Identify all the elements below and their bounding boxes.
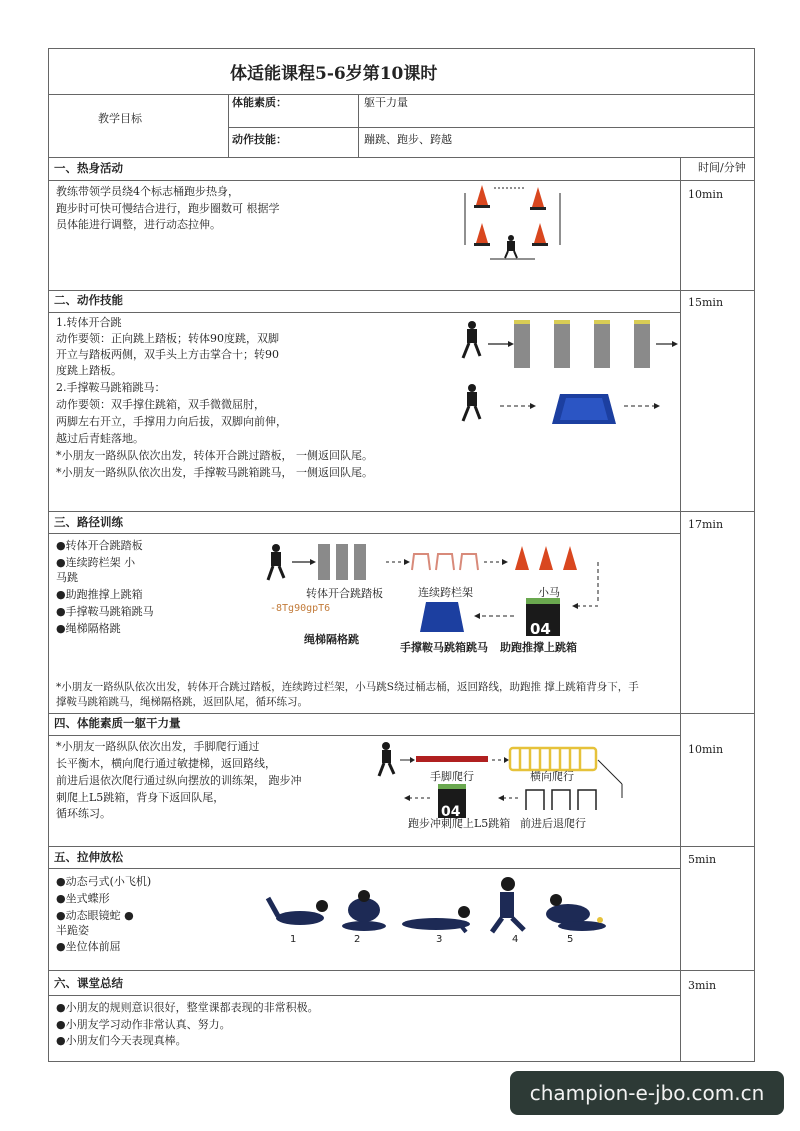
cone-icon (515, 546, 529, 570)
skill-value: 蹦跳、跑步、跨越 (364, 133, 452, 146)
skills-line: *小朋友一路纵队依次出发，手撑鞍马跳箱跳马， 一侧返回队尾。 (56, 466, 373, 479)
summary-time: 3min (688, 979, 717, 992)
fitness-label: 体能素质： (232, 96, 287, 109)
skills-heading: 二、动作技能 (54, 293, 123, 307)
vault-box-icon (552, 394, 616, 424)
skill-label: 动作技能： (232, 133, 287, 146)
box-number: 04 (530, 620, 551, 638)
path-caption: 连续跨栏架 (418, 586, 473, 599)
stretch-bullet: 半跪姿 (56, 924, 89, 937)
core-heading: 四、体能素质一躯干力量 (54, 716, 181, 730)
step-pad-icon (336, 544, 348, 580)
warmup-time: 10min (688, 188, 724, 201)
skills-line: 2.手撑鞍马跳箱跳马： (56, 381, 166, 394)
core-time: 10min (688, 743, 724, 756)
balance-beam-icon (416, 756, 488, 762)
site-watermark: champion-e-jbo.com.cn (510, 1071, 784, 1115)
runner-icon (505, 235, 517, 258)
stretch-bullet: ●动态眼镜蛇 ● (56, 909, 134, 922)
warmup-heading: 一、热身活动 (54, 161, 123, 175)
step-pad-icon (634, 320, 650, 368)
pose-number: 4 (512, 934, 519, 945)
step-pad-icon (354, 544, 366, 580)
runner-icon (379, 742, 394, 776)
runner-icon (463, 321, 480, 358)
cone-icon (539, 546, 553, 570)
stretch-pose-cobra-icon (402, 906, 470, 932)
skills-line: 动作要领：双手撑住跳箱，双手微微屈肘， (56, 398, 265, 411)
path-note: 撑鞍马跳箱跳马，绳梯隔格跳，返回队尾，循环练习。 (56, 696, 308, 708)
core-line: 长平衡木，横向爬行通过敏捷梯，返回路线， (56, 757, 276, 770)
runner-icon (268, 544, 284, 580)
path-bullet: ●绳梯隔格跳 (56, 622, 121, 635)
path-time: 17min (688, 518, 724, 531)
skills-line: 两脚左右开立，手撑用力向后拔，双脚向前伸， (56, 415, 287, 428)
pose-number: 1 (290, 934, 297, 945)
cone-icon (530, 187, 546, 210)
skills-line: 度跳上踏板。 (56, 364, 122, 377)
cone-icon (532, 223, 548, 246)
stretch-pose-butterfly-icon (342, 890, 386, 931)
summary-heading: 六、课堂总结 (54, 976, 123, 990)
step-pad-icon (554, 320, 570, 368)
core-diagram (376, 740, 636, 820)
warmup-line: 跑步时可快可慢结合进行，跑步圈数可 根据学 (56, 202, 280, 215)
agility-ladder-icon (510, 748, 596, 770)
summary-bullet: ●小朋友们今天表现真棒。 (56, 1034, 187, 1047)
skills-line: 动作要领：正向跳上踏板；转体90度跳，双脚 (56, 332, 279, 345)
skills-line: 1.转体开合跳 (56, 316, 122, 329)
path-bullet: ●连续跨栏架 小 (56, 556, 136, 569)
vault-box-icon (420, 602, 464, 632)
stretch-poses (260, 874, 610, 950)
path-bullet: ●手撑鞍马跳箱跳马 (56, 605, 154, 618)
skills-line: *小朋友一路纵队依次出发，转体开合跳过踏板， 一侧返回队尾。 (56, 449, 373, 462)
stretch-time: 5min (688, 853, 717, 866)
stretch-bullet: ●坐位体前屈 (56, 940, 121, 953)
pose-number: 3 (436, 934, 443, 945)
goal-label: 教学目标 (98, 112, 142, 125)
summary-bullet: ●小朋友学习动作非常认真、努力。 (56, 1018, 231, 1031)
cone-icon (474, 223, 490, 246)
skills-time: 15min (688, 296, 724, 309)
fitness-value: 躯干力量 (364, 96, 408, 109)
core-caption: 前进后退爬行 (520, 817, 586, 830)
runner-icon (463, 384, 480, 421)
stretch-bullet: ●动态弓式(小飞机) (56, 875, 152, 888)
step-pad-icon (594, 320, 610, 368)
stretch-heading: 五、拉伸放松 (54, 850, 123, 864)
path-caption: 手撑鞍马跳箱跳马 (400, 641, 488, 654)
path-caption: -8Tg90gpT6 (270, 603, 331, 614)
cone-icon (563, 546, 577, 570)
path-heading: 三、路径训练 (54, 515, 123, 529)
pose-number: 5 (567, 934, 574, 945)
crawl-frame-icon (526, 790, 596, 810)
box-number: 04 (441, 804, 461, 820)
path-caption: 小马 (538, 586, 560, 599)
path-bullet: 马跳 (56, 571, 78, 584)
core-line: 循环练习。 (56, 807, 111, 820)
path-caption: 助跑推撑上跳箱 (500, 641, 577, 654)
path-bullet: ●转体开合跳踏板 (56, 539, 143, 552)
core-caption: 横向爬行 (530, 770, 574, 783)
warmup-cone-diagram (460, 183, 580, 273)
core-caption: 跑步冲刺爬上L5跳箱 (408, 817, 511, 830)
pose-number: 2 (354, 934, 361, 945)
skills-line: 越过后青蛙落地。 (56, 432, 144, 445)
step-pad-icon (514, 320, 530, 368)
step-pad-icon (318, 544, 330, 580)
stretch-pose-bow-icon (268, 898, 328, 925)
stretch-pose-kneel-icon (492, 877, 524, 932)
summary-bullet: ●小朋友的规则意识很好，整堂课都表现的非常积极。 (56, 1001, 319, 1014)
core-line: 前进后退依次爬行通过纵向摆放的训练架， 跑步冲 (56, 774, 302, 787)
core-line: 刺爬上L5跳箱，背身下返回队尾， (56, 791, 225, 804)
skills-line: 开立与踏板两侧，双手头上方击掌合十；转90 (56, 348, 279, 361)
skills-diagram (458, 318, 680, 430)
stretch-bullet: ●坐式蝶形 (56, 892, 110, 905)
path-caption: 绳梯隔格跳 (304, 633, 359, 646)
stretch-pose-reach-icon (546, 894, 606, 931)
time-header: 时间/分钟 (698, 161, 746, 174)
core-caption: 手脚爬行 (430, 770, 474, 783)
cone-icon (474, 185, 490, 208)
hurdle-icon (412, 554, 478, 570)
warmup-line: 教练带领学员绕4个标志桶跑步热身， (56, 185, 239, 198)
path-caption: 转体开合跳踏板 (306, 587, 383, 600)
warmup-line: 员体能进行调整，进行动态拉伸。 (56, 218, 221, 231)
page-title: 体适能课程5-6岁第10课时 (230, 64, 438, 84)
path-note: *小朋友一路纵队依次出发，转体开合跳过踏板，连续跨过栏架，小马跳S绕过桶志桶，返回路线，助跑推 撑上跳箱背身下，手 (56, 681, 639, 693)
core-line: *小朋友一路纵队依次出发，手脚爬行通过 (56, 740, 260, 753)
path-bullet: ●助跑推撑上跳箱 (56, 588, 143, 601)
